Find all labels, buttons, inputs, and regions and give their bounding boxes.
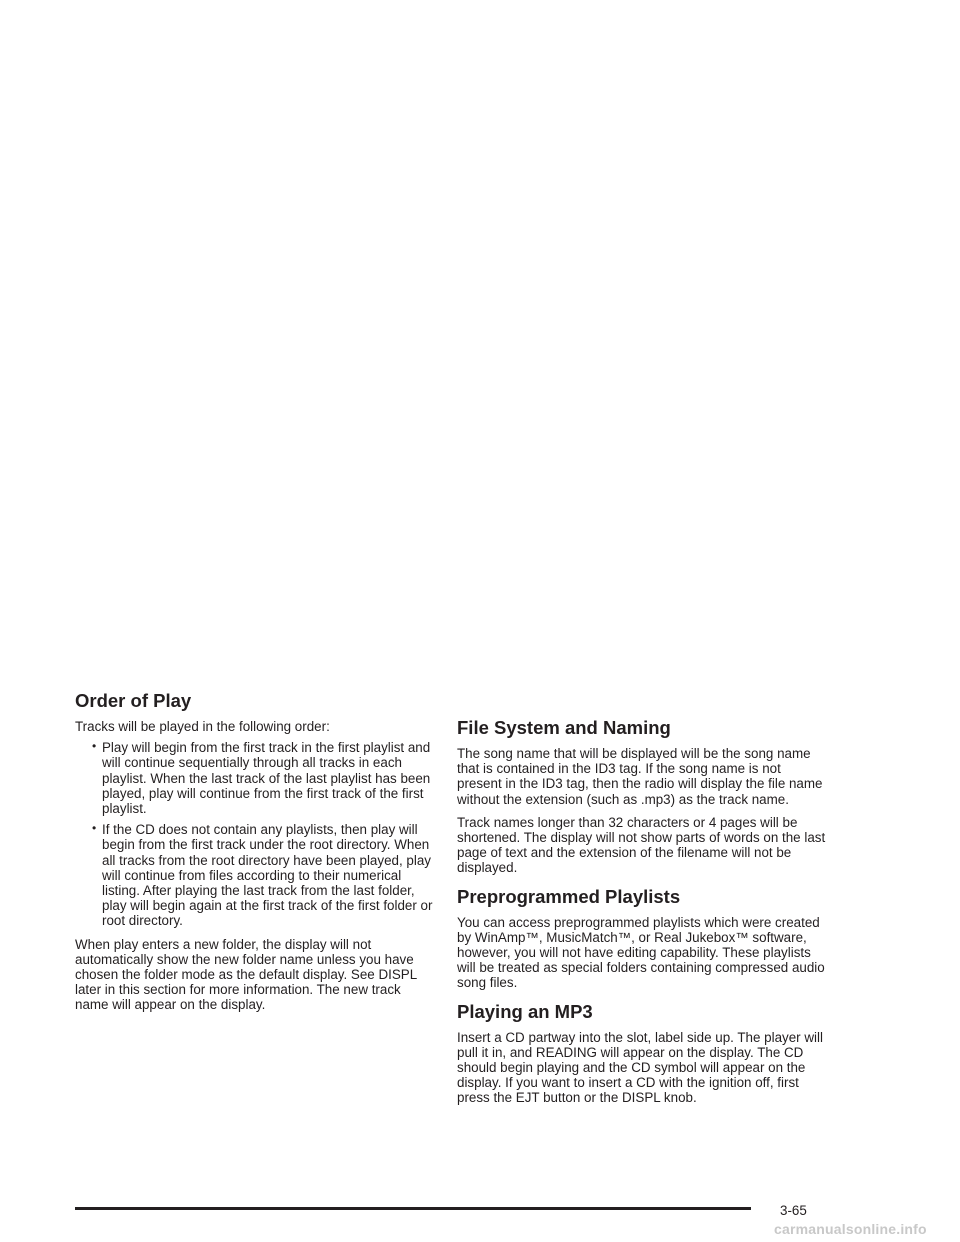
folder-display-paragraph: When play enters a new folder, the display will not automatically show the new folder name unless you have chosen the folder mode as the default display. See DISPL later in this section for more information. The new track name will appear on the display. <box>75 936 417 1013</box>
bullet-icon: • <box>92 821 97 836</box>
order-of-play-heading: Order of Play <box>75 690 192 711</box>
right-column <box>457 690 827 1106</box>
order-intro-text: Tracks will be played in the following order: <box>75 719 330 734</box>
watermark-logo: carmanualsonline.info <box>774 1221 927 1237</box>
bullet-text: Play will begin from the first track in the first playlist and will continue sequentially through all tracks in each playlist. When the last track of the last playlist has been played, play will continue from the first track of the first playlist. <box>102 740 431 817</box>
playlists-paragraph: You can access preprogrammed playlists which were created by WinAmp™, MusicMatch™, or Real Jukebox™ software, however, you will not have editing capability. These playlists will be treated as special folders containing compressed audio song files. <box>457 914 825 991</box>
file-system-heading: File System and Naming <box>457 717 671 738</box>
preprogrammed-playlists-heading: Preprogrammed Playlists <box>457 885 681 907</box>
playing-mp3-paragraph: Insert a CD partway into the slot, label side up. The player will pull it in, and READING will appear on the display. The CD should begin playing and the CD symbol will appear on the display. If you want to insert a CD with the ignition off, first press the EJT button or the DISPL knob. <box>457 1029 823 1106</box>
playing-mp3-heading: Playing an MP3 <box>457 1000 593 1022</box>
footer-rule <box>75 1207 751 1210</box>
file-system-paragraph-2: Track names longer than 32 characters or 4 pages will be shortened. The display will not show parts of words on the last page of text and the extension of the filename will not be displayed. <box>457 814 826 876</box>
page-number: 3-65 <box>780 1203 807 1218</box>
bullet-icon: • <box>92 739 97 754</box>
file-system-paragraph-1: The song name that will be displayed will be the song name that is contained in the ID3 tag. If the song name is not present in the ID3 tag, then the radio will display the file name without the extension (such as .mp3) as the track name. <box>457 746 823 807</box>
order-bullet-list <box>75 740 437 928</box>
bullet-item-playlists <box>92 740 437 816</box>
bullet-item-root-directory <box>92 822 437 928</box>
bullet-text: If the CD does not contain any playlists, then play will begin from the first track under the root directory. When all tracks from the root directory have been played, play will continue from files according to their numerical listing. After playing the last track from the last folder, play will begin again at the first track of the first folder or root directory. <box>102 822 433 929</box>
left-column <box>75 690 437 1013</box>
